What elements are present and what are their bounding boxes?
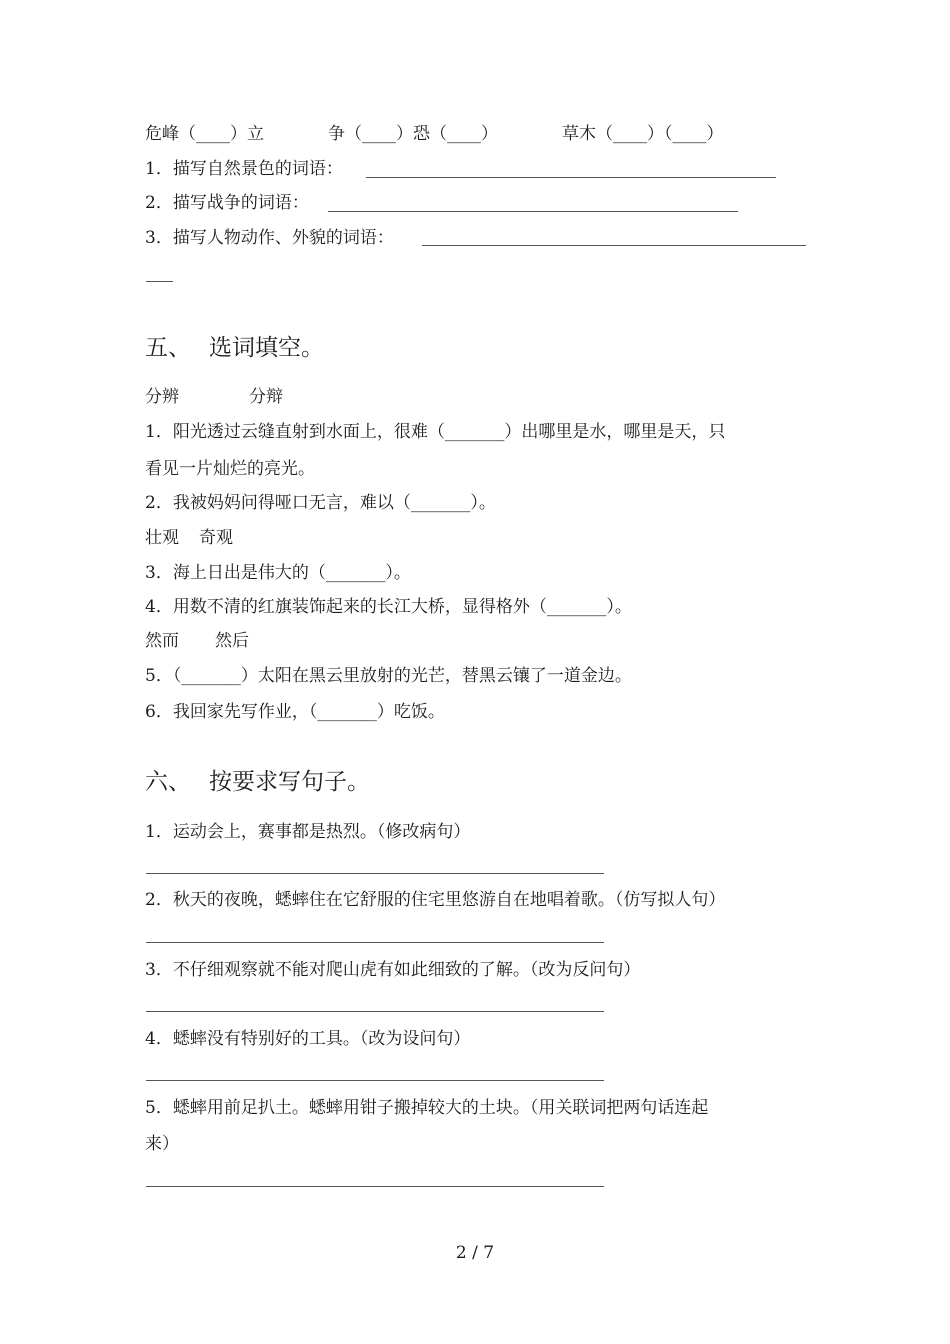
section-5-heading (145, 333, 324, 363)
section-5-number: 五、 (145, 335, 191, 361)
s4-question-3: 3．描写人物动作、外貌的词语： (145, 228, 394, 248)
word-option-a: 壮观 (145, 528, 179, 548)
section-6-title: 按要求写句子。 (209, 769, 370, 795)
s5-question-5: 5．（_______）太阳在黑云里放射的光芒，替黑云镶了一道金边。 (145, 666, 632, 686)
idiom-3[interactable]: 草木（____）（____） (562, 124, 724, 144)
s6-answer-line-5[interactable] (146, 1186, 604, 1187)
s4-question-2: 2．描写战争的词语： (145, 193, 309, 213)
s6-question-3: 3．不仔细观察就不能对爬山虎有如此细致的了解。（改为反问句） (145, 960, 641, 980)
s4-answer-line-3[interactable] (422, 245, 806, 246)
s6-question-1: 1．运动会上，赛事都是热烈。（修改病句） (145, 822, 471, 842)
word-option-b: 奇观 (199, 528, 233, 548)
s6-question-5-line-1: 5．蟋蟀用前足扒土。蟋蟀用钳子搬掉较大的土块。（用关联词把两句话连起 (145, 1098, 709, 1118)
s6-answer-line-4[interactable] (146, 1080, 604, 1081)
s4-answer-line-3-cont[interactable] (146, 281, 173, 282)
word-option-b: 然后 (215, 631, 249, 651)
s4-answer-line-1[interactable] (366, 177, 776, 178)
s4-answer-line-2[interactable] (328, 211, 738, 212)
s5-question-4: 4．用数不清的红旗装饰起来的长江大桥，显得格外（_______）。 (145, 597, 632, 617)
s6-question-2: 2．秋天的夜晚，蟋蟀住在它舒服的住宅里悠游自在地唱着歌。（仿写拟人句） (145, 890, 726, 910)
idiom-1[interactable]: 危峰（____）立 (145, 124, 264, 144)
page-number: 2 / 7 (455, 1243, 495, 1263)
s5-question-2: 2．我被妈妈问得哑口无言，难以（_______）。 (145, 493, 496, 513)
word-option-b: 分辩 (249, 387, 283, 407)
section-5-title: 选词填空。 (209, 335, 324, 361)
s5-question-3: 3．海上日出是伟大的（_______）。 (145, 563, 411, 583)
s5-question-1-line-1: 1．阳光透过云缝直射到水面上，很难（_______）出哪里是水，哪里是天，只 (145, 422, 726, 442)
s6-answer-line-2[interactable] (146, 942, 604, 943)
word-option-a: 分辨 (145, 387, 179, 407)
s6-answer-line-3[interactable] (146, 1011, 604, 1012)
idiom-fill-line (145, 123, 724, 145)
s5-question-6: 6．我回家先写作业，（_______）吃饭。 (145, 702, 445, 722)
word-pair-1 (145, 386, 283, 408)
word-pair-2 (145, 527, 233, 549)
s5-question-1-line-2: 看见一片灿烂的亮光。 (145, 459, 315, 479)
section-6-heading (145, 767, 370, 797)
word-pair-3 (145, 630, 249, 652)
section-6-number: 六、 (145, 769, 191, 795)
s6-question-5-line-2: 来） (145, 1134, 179, 1154)
idiom-2[interactable]: 争（____）恐（____） (328, 124, 498, 144)
word-option-a: 然而 (145, 631, 179, 651)
s6-answer-line-1[interactable] (146, 873, 604, 874)
s4-question-1: 1．描写自然景色的词语： (145, 159, 343, 179)
s6-question-4: 4．蟋蟀没有特别好的工具。（改为设问句） (145, 1029, 471, 1049)
